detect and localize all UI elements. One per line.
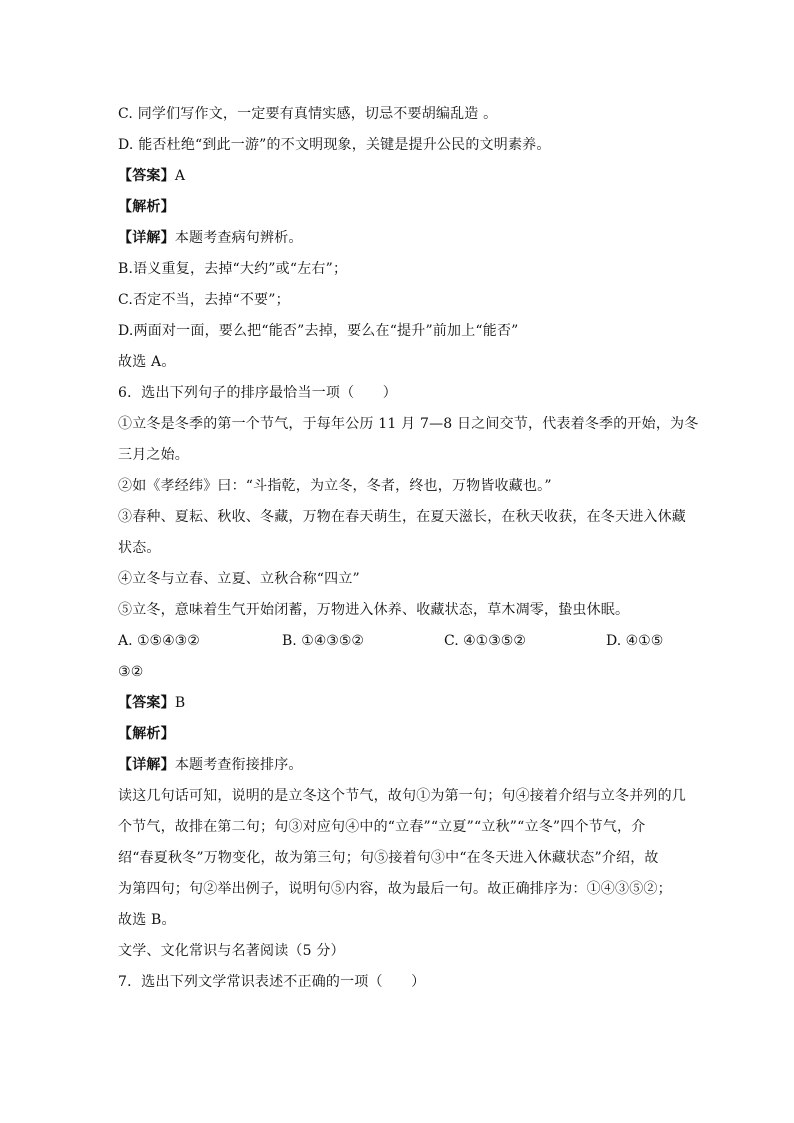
sentence-3-line-1: ③春种、夏耘、秋收、冬藏，万物在春天萌生，在夏天滋长，在秋天收获，在冬天进入休藏	[118, 509, 686, 525]
option-d: D. ④①⑤	[606, 633, 664, 649]
analysis-heading-6: 【解析】	[118, 726, 175, 742]
detail-5	[118, 228, 678, 259]
answer-value: B	[174, 695, 186, 711]
option-c: C. ④①③⑤②	[444, 633, 526, 649]
answer-label: 【答案】	[118, 168, 175, 184]
sentence-5: ⑤立冬，意味着生气开始闭蓄，万物进入休养、收藏状态，草木凋零，蛰虫休眠。	[118, 602, 630, 618]
note-d: D.两面对一面，要么把“能否”去掉，要么在“提升”前加上“能否”	[118, 323, 519, 339]
detail-6	[118, 755, 678, 786]
explanation-line-4: 为第四句；句②举出例子，说明句⑤内容，故为最后一句。故正确排序为：①④③⑤②；	[118, 881, 672, 897]
detail-text: 本题考查衔接排序。	[174, 757, 303, 773]
explanation-line-2: 个节气，故排在第二句；句③对应句④中的“立春”“立夏”“立秋”“立冬”四个节气，介	[118, 819, 646, 835]
option-a: A. ①⑤④③②	[118, 633, 200, 649]
option-c-text: C. 同学们写作文，一定要有真情实感，切忌不要胡编乱造 。	[118, 106, 498, 122]
question-6: 6．选出下列句子的排序最恰当一项（ ）	[118, 385, 397, 401]
option-d-continued: ③②	[118, 664, 144, 680]
answer-6	[118, 693, 678, 724]
analysis-heading-5: 【解析】	[118, 199, 175, 215]
answer-value: A	[174, 168, 186, 184]
answer-label: 【答案】	[118, 695, 175, 711]
option-b: B. ①④③⑤②	[282, 633, 364, 649]
sentence-1-line-2: 三月之始。	[118, 447, 189, 463]
sentence-1-line-1: ①立冬是冬季的第一个节气，于每年公历 11 月 7—8 日之间交节，代表着冬季的开始，为冬	[118, 416, 699, 432]
sentence-4: ④立冬与立春、立夏、立秋合称“四立”	[118, 571, 360, 587]
options-row	[118, 631, 678, 662]
option-d-text: D. 能否杜绝“到此一游”的不文明现象，关键是提升公民的文明素养。	[118, 137, 551, 153]
detail-text: 本题考查病句辨析。	[174, 230, 303, 246]
choose-5: 故选 A。	[118, 354, 176, 370]
note-c: C.否定不当，去掉“不要”；	[118, 292, 290, 308]
explanation-line-3: 绍“春夏秋冬”万物变化，故为第三句；句⑤接着句③中“在冬天进入休藏状态”介绍，故	[118, 850, 659, 866]
note-b: B.语义重复，去掉“大约”或“左右”；	[118, 261, 348, 277]
explanation-line-1: 读这几句话可知，说明的是立冬这个节气，故句①为第一句；句④接着介绍与立冬并列的几	[118, 788, 686, 804]
sentence-2: ②如《孝经纬》曰：“斗指乾，为立冬，冬者，终也，万物皆收藏也。”	[118, 478, 552, 494]
detail-label: 【详解】	[118, 230, 175, 246]
choose-6: 故选 B。	[118, 912, 176, 928]
question-7: 7．选出下列文学常识表述不正确的一项（ ）	[118, 974, 426, 990]
answer-5	[118, 166, 678, 197]
section-heading: 文学、文化常识与名著阅读（5 分）	[118, 943, 345, 959]
detail-label: 【详解】	[118, 757, 175, 773]
document-page	[118, 104, 699, 1003]
sentence-3-line-2: 状态。	[118, 540, 161, 556]
